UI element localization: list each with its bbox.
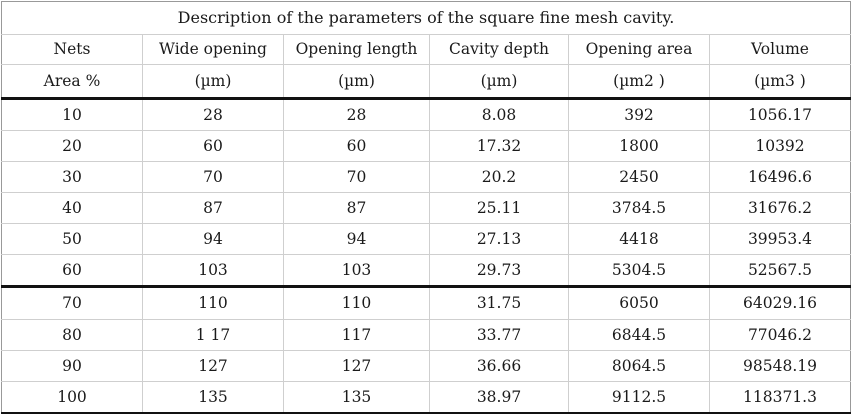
cell-cavity-depth: 27.13 bbox=[430, 224, 569, 255]
table-row bbox=[2, 193, 851, 224]
cell-cavity-depth: 38.97 bbox=[430, 381, 569, 413]
unit-wide-opening: (µm) bbox=[143, 65, 284, 99]
cell-nets: 60 bbox=[2, 255, 143, 287]
cell-volume: 52567.5 bbox=[710, 255, 851, 287]
table-row bbox=[2, 381, 851, 413]
unit-opening-length: (µm) bbox=[284, 65, 430, 99]
cell-opening-area: 3784.5 bbox=[569, 193, 710, 224]
cell-volume: 10392 bbox=[710, 130, 851, 161]
cell-wide-opening: 60 bbox=[143, 130, 284, 161]
cell-opening-area: 1800 bbox=[569, 130, 710, 161]
cell-cavity-depth: 36.66 bbox=[430, 350, 569, 381]
cell-wide-opening: 110 bbox=[143, 287, 284, 319]
cell-wide-opening: 28 bbox=[143, 98, 284, 130]
cell-cavity-depth: 29.73 bbox=[430, 255, 569, 287]
units-row bbox=[2, 65, 851, 99]
cell-nets: 80 bbox=[2, 319, 143, 350]
cell-nets: 10 bbox=[2, 98, 143, 130]
cell-cavity-depth: 31.75 bbox=[430, 287, 569, 319]
cell-nets: 100 bbox=[2, 381, 143, 413]
header-opening-length: Opening length bbox=[284, 34, 430, 65]
cell-cavity-depth: 20.2 bbox=[430, 161, 569, 192]
cell-opening-area: 9112.5 bbox=[569, 381, 710, 413]
caption-row bbox=[2, 2, 851, 35]
cell-volume: 77046.2 bbox=[710, 319, 851, 350]
table-row bbox=[2, 255, 851, 287]
cell-opening-length: 60 bbox=[284, 130, 430, 161]
cell-opening-area: 5304.5 bbox=[569, 255, 710, 287]
cell-wide-opening: 94 bbox=[143, 224, 284, 255]
header-wide-opening: Wide opening bbox=[143, 34, 284, 65]
cell-cavity-depth: 33.77 bbox=[430, 319, 569, 350]
cell-opening-area: 2450 bbox=[569, 161, 710, 192]
cell-volume: 16496.6 bbox=[710, 161, 851, 192]
cell-opening-length: 117 bbox=[284, 319, 430, 350]
cell-nets: 70 bbox=[2, 287, 143, 319]
cell-opening-area: 6844.5 bbox=[569, 319, 710, 350]
cell-opening-area: 6050 bbox=[569, 287, 710, 319]
cell-cavity-depth: 25.11 bbox=[430, 193, 569, 224]
mesh-cavity-parameters-table bbox=[1, 1, 851, 414]
cell-wide-opening: 103 bbox=[143, 255, 284, 287]
header-volume: Volume bbox=[710, 34, 851, 65]
header-nets: Nets bbox=[2, 34, 143, 65]
cell-opening-length: 70 bbox=[284, 161, 430, 192]
unit-opening-area: (µm2 ) bbox=[569, 65, 710, 99]
cell-nets: 30 bbox=[2, 161, 143, 192]
header-row bbox=[2, 34, 851, 65]
cell-volume: 118371.3 bbox=[710, 381, 851, 413]
header-opening-area: Opening area bbox=[569, 34, 710, 65]
cell-opening-length: 94 bbox=[284, 224, 430, 255]
cell-nets: 50 bbox=[2, 224, 143, 255]
cell-wide-opening: 135 bbox=[143, 381, 284, 413]
cell-volume: 31676.2 bbox=[710, 193, 851, 224]
cell-opening-area: 4418 bbox=[569, 224, 710, 255]
table-row bbox=[2, 98, 851, 130]
cell-cavity-depth: 17.32 bbox=[430, 130, 569, 161]
cell-wide-opening: 1 17 bbox=[143, 319, 284, 350]
cell-cavity-depth: 8.08 bbox=[430, 98, 569, 130]
cell-volume: 98548.19 bbox=[710, 350, 851, 381]
cell-volume: 64029.16 bbox=[710, 287, 851, 319]
unit-area-percent: Area % bbox=[2, 65, 143, 99]
cell-wide-opening: 70 bbox=[143, 161, 284, 192]
cell-opening-length: 103 bbox=[284, 255, 430, 287]
cell-opening-area: 392 bbox=[569, 98, 710, 130]
cell-nets: 90 bbox=[2, 350, 143, 381]
cell-opening-length: 28 bbox=[284, 98, 430, 130]
unit-volume: (µm3 ) bbox=[710, 65, 851, 99]
parameters-table-container bbox=[1, 1, 850, 414]
table-caption: Description of the parameters of the square fine mesh cavity. bbox=[2, 2, 851, 35]
table-row bbox=[2, 224, 851, 255]
cell-volume: 1056.17 bbox=[710, 98, 851, 130]
cell-nets: 20 bbox=[2, 130, 143, 161]
cell-opening-area: 8064.5 bbox=[569, 350, 710, 381]
table-row bbox=[2, 130, 851, 161]
table-row bbox=[2, 350, 851, 381]
table-row bbox=[2, 287, 851, 319]
cell-wide-opening: 87 bbox=[143, 193, 284, 224]
cell-opening-length: 110 bbox=[284, 287, 430, 319]
header-cavity-depth: Cavity depth bbox=[430, 34, 569, 65]
unit-cavity-depth: (µm) bbox=[430, 65, 569, 99]
cell-opening-length: 87 bbox=[284, 193, 430, 224]
table-row bbox=[2, 319, 851, 350]
cell-opening-length: 135 bbox=[284, 381, 430, 413]
cell-nets: 40 bbox=[2, 193, 143, 224]
cell-wide-opening: 127 bbox=[143, 350, 284, 381]
table-row bbox=[2, 161, 851, 192]
cell-volume: 39953.4 bbox=[710, 224, 851, 255]
cell-opening-length: 127 bbox=[284, 350, 430, 381]
